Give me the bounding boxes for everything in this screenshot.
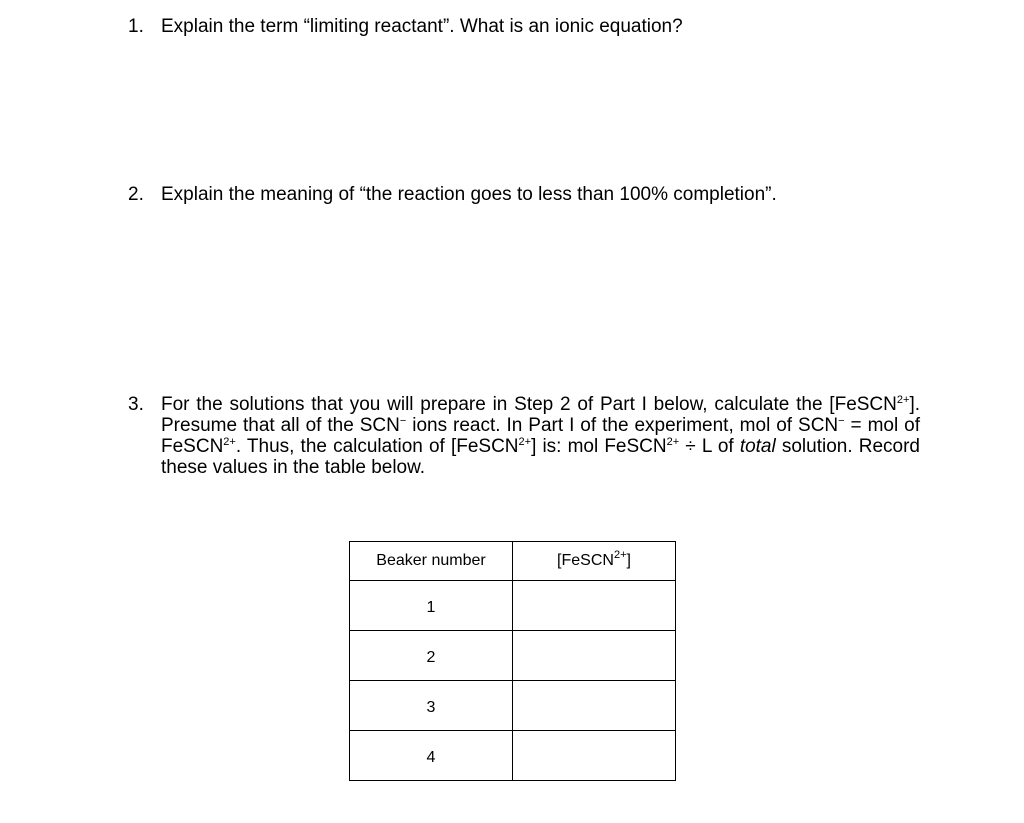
beaker-number-cell: 1 bbox=[350, 581, 513, 631]
concentration-cell[interactable] bbox=[513, 631, 676, 681]
question-3-number: 3. bbox=[128, 394, 144, 415]
q3-text-part: . Thus, the calculation of [FeSCN bbox=[235, 436, 519, 457]
header-beaker-number: Beaker number bbox=[350, 542, 513, 581]
header-conc-suffix: ] bbox=[626, 552, 631, 569]
q3-superscript: 2+ bbox=[666, 436, 680, 448]
q3-text-part: ÷ L of bbox=[679, 436, 740, 457]
table-row bbox=[350, 581, 676, 631]
q3-text-part: = mol of FeSCN bbox=[161, 415, 920, 457]
header-conc-prefix: [FeSCN bbox=[557, 552, 614, 569]
q3-superscript: 2+ bbox=[223, 436, 236, 448]
q3-text-part: ions react. In Part I of the experiment, mol of SCN bbox=[406, 415, 839, 436]
q3-text-part: solution. Record these values in the table below. bbox=[161, 436, 920, 478]
header-conc-superscript: 2+ bbox=[613, 549, 627, 561]
question-2-number: 2. bbox=[128, 184, 144, 205]
table-row bbox=[350, 731, 676, 781]
q3-italic-total: total bbox=[739, 436, 776, 457]
beaker-number-cell: 4 bbox=[350, 731, 513, 781]
table-row bbox=[350, 631, 676, 681]
q3-superscript: 2+ bbox=[518, 436, 532, 448]
question-3-text bbox=[161, 394, 920, 478]
question-1-text: Explain the term “limiting reactant”. What is an ionic equation? bbox=[161, 16, 683, 37]
concentration-cell[interactable] bbox=[513, 681, 676, 731]
concentration-cell[interactable] bbox=[513, 731, 676, 781]
beaker-number-cell: 2 bbox=[350, 631, 513, 681]
question-2-text: Explain the meaning of “the reaction goes to less than 100% completion”. bbox=[161, 184, 777, 205]
table-header-row bbox=[350, 542, 676, 581]
q3-text-part: For the solutions that you will prepare in Step 2 of Part I below, calculate the [FeSCN bbox=[161, 394, 897, 415]
table-row bbox=[350, 681, 676, 731]
beaker-number-cell: 3 bbox=[350, 681, 513, 731]
question-1-number: 1. bbox=[128, 16, 144, 37]
q3-text-part: ]. Presume that all of the SCN bbox=[161, 394, 920, 436]
q3-superscript: 2+ bbox=[896, 394, 910, 406]
concentration-table bbox=[349, 541, 676, 781]
header-fescn-concentration bbox=[513, 542, 676, 581]
q3-text-part: ] is: mol FeSCN bbox=[531, 436, 667, 457]
concentration-cell[interactable] bbox=[513, 581, 676, 631]
q3-superscript: − bbox=[399, 415, 407, 427]
q3-superscript: − bbox=[838, 415, 845, 427]
